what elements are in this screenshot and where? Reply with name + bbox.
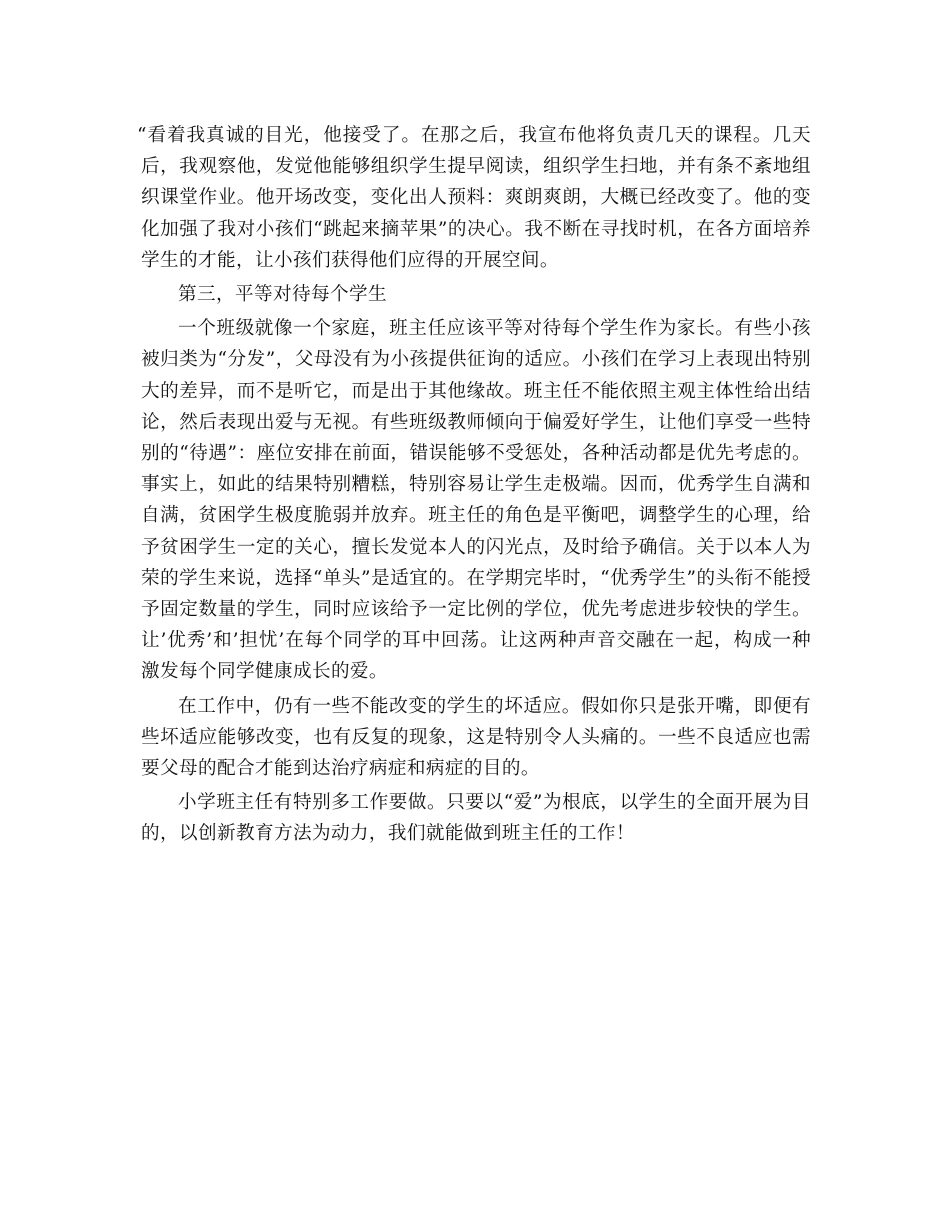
paragraph-equal-treatment: 一个班级就像一个家庭，班主任应该平等对待每个学生作为家长。有些小孩被归类为“分发”，父母没有为小孩提供征询的适应。小孩们在学习上表现出特别大的差异，而不是听它，而是出于其他缘故。班主任不能依照主观主体性给出结论，然后表现出爱与无视。有些班级教师倾向于偏爱好学生，让他们享受一些特别的“待遇”：座位安排在前面，错误能够不受惩处，各种活动都是优先考虑的。事实上，如此的结果特别糟糕，特别容易让学生走极端。因而，优秀学生自满和自满，贫困学生极度脆弱并放弃。班主任的角色是平衡吧，调整学生的心理，给予贫困学生一定的关心，擅长发觉本人的闪光点，及时给予确信。关于以本人为荣的学生来说，选择“单头”是适宜的。在学期完毕时，“优秀学生”的头衔不能授予固定数量的学生，同时应该给予一定比例的学位，优先考虑进步较快的学生。让’优秀’和’担忧’在每个同学的耳中回荡。让这两种声音交融在一起，构成一种激发每个同学健康成长的爱。 [141,318,811,683]
paragraph-bad-habits: 在工作中，仍有一些不能改变的学生的坏适应。假如你只是张开嘴，即便有些坏适应能够改变，也有反复的现象，这是特别令人头痛的。一些不良适应也需要父母的配合才能到达治疗病症和病症的目的。 [141,695,811,780]
paragraph-conclusion: 小学班主任有特别多工作要做。只要以“爱”为根底，以学生的全面开展为目的，以创新教育方法为动力，我们就能做到班主任的工作！ [141,792,811,845]
document-body [137,120,811,853]
section-heading: 第三，平等对待每个学生 [178,284,387,306]
paragraph-continuation: “看着我真诚的目光，他接受了。在那之后，我宣布他将负责几天的课程。几天后，我观察他，发觉他能够组织学生提早阅读，组织学生扫地，并有条不紊地组织课堂作业。他开场改变，变化出人预料：爽朗爽朗，大概已经改变了。他的变化加强了我对小孩们“跳起来摘苹果”的决心。我不断在寻找时机，在各方面培养学生的才能，让小孩们获得他们应得的开展空间。 [137,125,811,271]
